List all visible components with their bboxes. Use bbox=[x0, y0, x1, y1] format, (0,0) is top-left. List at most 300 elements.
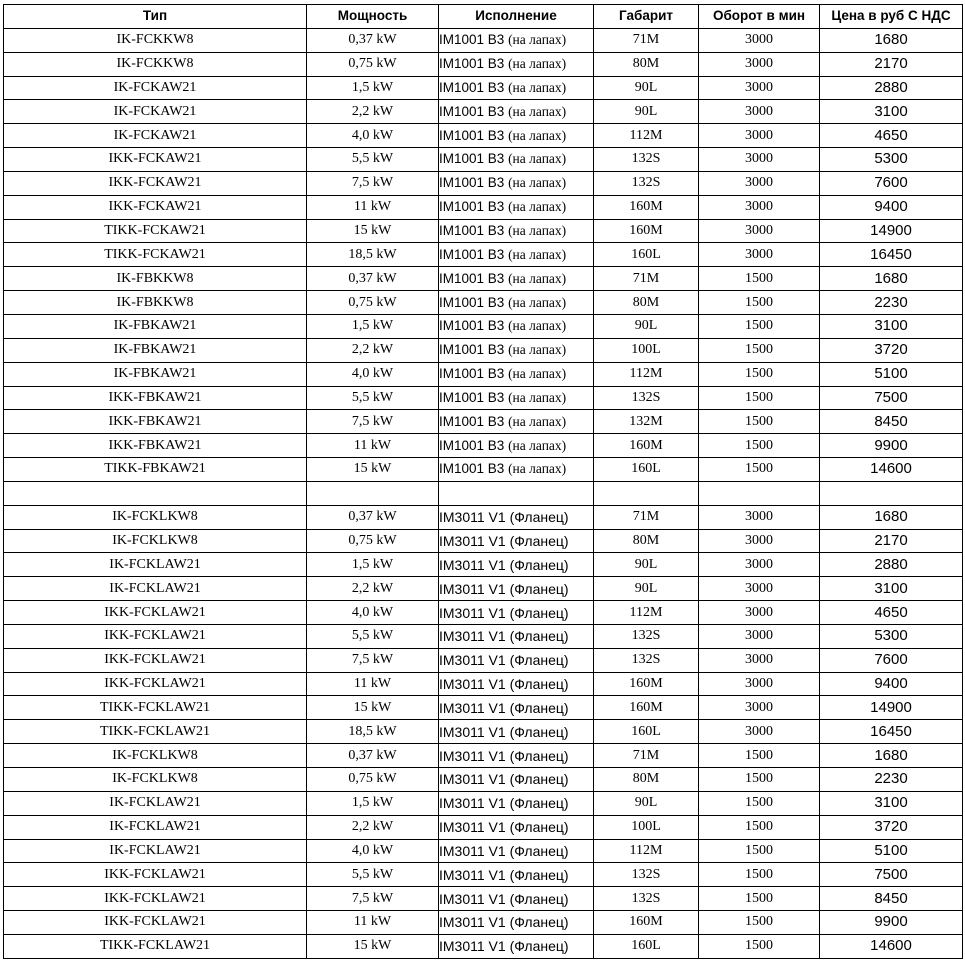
table-row bbox=[4, 314, 963, 338]
table-row bbox=[4, 791, 963, 815]
cell-rpm: 3000 bbox=[699, 171, 820, 195]
cell-frame: 160L bbox=[594, 458, 699, 482]
execution-code: IM3011 V1 bbox=[439, 914, 506, 931]
execution-code: IM1001 B3 bbox=[439, 389, 505, 405]
table-row bbox=[4, 934, 963, 958]
cell-frame: 100L bbox=[594, 338, 699, 362]
execution-code: IM3011 V1 bbox=[439, 652, 506, 669]
table-row bbox=[4, 458, 963, 482]
execution-code: IM1001 B3 bbox=[439, 56, 505, 72]
cell-price: 1680 bbox=[820, 28, 963, 52]
cell-frame: 80M bbox=[594, 529, 699, 553]
empty-cell bbox=[820, 481, 963, 505]
table-row bbox=[4, 338, 963, 362]
execution-note: (на лапах) bbox=[508, 437, 567, 453]
cell-price: 7600 bbox=[820, 171, 963, 195]
execution-note: (на лапах) bbox=[508, 56, 567, 72]
execution-note: (на лапах) bbox=[508, 342, 567, 358]
cell-frame: 100L bbox=[594, 815, 699, 839]
cell-price: 3720 bbox=[820, 338, 963, 362]
table-row bbox=[4, 648, 963, 672]
cell-execution bbox=[439, 171, 594, 195]
table-row bbox=[4, 672, 963, 696]
cell-rpm: 1500 bbox=[699, 458, 820, 482]
cell-type: IK-FCKLAW21 bbox=[4, 815, 307, 839]
cell-power: 5,5 kW bbox=[307, 863, 439, 887]
cell-power: 1,5 kW bbox=[307, 791, 439, 815]
cell-execution bbox=[439, 386, 594, 410]
cell-execution bbox=[439, 934, 594, 958]
cell-execution bbox=[439, 744, 594, 768]
table-row bbox=[4, 362, 963, 386]
cell-frame: 90L bbox=[594, 577, 699, 601]
cell-power: 11 kW bbox=[307, 195, 439, 219]
cell-type: IK-FCKLKW8 bbox=[4, 744, 307, 768]
execution-note: (на лапах) bbox=[508, 223, 567, 239]
cell-type: IK-FBKAW21 bbox=[4, 314, 307, 338]
execution-code: IM3011 V1 bbox=[439, 676, 506, 693]
cell-execution bbox=[439, 911, 594, 935]
cell-frame: 71M bbox=[594, 267, 699, 291]
cell-frame: 132M bbox=[594, 410, 699, 434]
cell-power: 0,37 kW bbox=[307, 28, 439, 52]
execution-code: IM3011 V1 bbox=[439, 795, 506, 812]
cell-price: 9400 bbox=[820, 195, 963, 219]
cell-frame: 112M bbox=[594, 124, 699, 148]
cell-type: TIKK-FCKAW21 bbox=[4, 219, 307, 243]
cell-price: 14900 bbox=[820, 696, 963, 720]
cell-type: IK-FBKAW21 bbox=[4, 338, 307, 362]
cell-price: 5300 bbox=[820, 624, 963, 648]
cell-rpm: 1500 bbox=[699, 815, 820, 839]
cell-execution bbox=[439, 458, 594, 482]
cell-rpm: 3000 bbox=[699, 529, 820, 553]
execution-code: IM3011 V1 bbox=[439, 604, 506, 621]
cell-power: 5,5 kW bbox=[307, 624, 439, 648]
cell-execution bbox=[439, 672, 594, 696]
spacer-row bbox=[4, 481, 963, 505]
header-execution: Исполнение bbox=[439, 5, 594, 29]
cell-frame: 112M bbox=[594, 362, 699, 386]
cell-execution bbox=[439, 553, 594, 577]
cell-frame: 160M bbox=[594, 672, 699, 696]
cell-rpm: 3000 bbox=[699, 219, 820, 243]
cell-power: 2,2 kW bbox=[307, 100, 439, 124]
execution-note: (на лапах) bbox=[508, 389, 567, 405]
execution-note: (Фланец) bbox=[509, 580, 569, 597]
cell-execution bbox=[439, 291, 594, 315]
execution-note: (на лапах) bbox=[508, 413, 567, 429]
execution-code: IM3011 V1 bbox=[439, 866, 506, 883]
cell-price: 8450 bbox=[820, 410, 963, 434]
cell-type: TIKK-FBKAW21 bbox=[4, 458, 307, 482]
empty-cell bbox=[307, 481, 439, 505]
execution-note: (на лапах) bbox=[508, 79, 567, 95]
cell-execution bbox=[439, 410, 594, 434]
execution-note: (Фланец) bbox=[509, 676, 569, 693]
cell-power: 7,5 kW bbox=[307, 171, 439, 195]
cell-frame: 132S bbox=[594, 863, 699, 887]
cell-execution bbox=[439, 624, 594, 648]
cell-power: 2,2 kW bbox=[307, 338, 439, 362]
cell-price: 14900 bbox=[820, 219, 963, 243]
empty-cell bbox=[594, 481, 699, 505]
cell-frame: 160M bbox=[594, 195, 699, 219]
cell-power: 11 kW bbox=[307, 434, 439, 458]
cell-type: IKK-FBKAW21 bbox=[4, 434, 307, 458]
execution-code: IM1001 B3 bbox=[439, 318, 505, 334]
table-row bbox=[4, 291, 963, 315]
cell-price: 9400 bbox=[820, 672, 963, 696]
cell-type: IKK-FCKLAW21 bbox=[4, 911, 307, 935]
cell-frame: 132S bbox=[594, 386, 699, 410]
execution-code: IM1001 B3 bbox=[439, 223, 505, 239]
cell-type: IK-FCKLAW21 bbox=[4, 553, 307, 577]
cell-rpm: 3000 bbox=[699, 76, 820, 100]
cell-type: TIKK-FCKAW21 bbox=[4, 243, 307, 267]
cell-price: 3100 bbox=[820, 314, 963, 338]
header-power: Мощность bbox=[307, 5, 439, 29]
execution-code: IM1001 B3 bbox=[439, 246, 505, 262]
cell-execution bbox=[439, 148, 594, 172]
cell-price: 1680 bbox=[820, 505, 963, 529]
cell-price: 3100 bbox=[820, 577, 963, 601]
cell-rpm: 1500 bbox=[699, 934, 820, 958]
cell-power: 15 kW bbox=[307, 219, 439, 243]
execution-note: (на лапах) bbox=[508, 318, 567, 334]
table-row bbox=[4, 28, 963, 52]
execution-code: IM1001 B3 bbox=[439, 79, 505, 95]
cell-frame: 80M bbox=[594, 52, 699, 76]
cell-price: 16450 bbox=[820, 243, 963, 267]
cell-frame: 160M bbox=[594, 696, 699, 720]
execution-note: (на лапах) bbox=[508, 103, 567, 119]
cell-frame: 132S bbox=[594, 648, 699, 672]
cell-price: 9900 bbox=[820, 434, 963, 458]
cell-type: IK-FCKLKW8 bbox=[4, 529, 307, 553]
cell-power: 11 kW bbox=[307, 911, 439, 935]
cell-power: 7,5 kW bbox=[307, 648, 439, 672]
cell-rpm: 1500 bbox=[699, 362, 820, 386]
execution-code: IM1001 B3 bbox=[439, 294, 505, 310]
cell-execution bbox=[439, 219, 594, 243]
cell-power: 0,75 kW bbox=[307, 768, 439, 792]
cell-rpm: 3000 bbox=[699, 28, 820, 52]
table-row bbox=[4, 386, 963, 410]
cell-type: IKK-FCKLAW21 bbox=[4, 672, 307, 696]
cell-price: 7500 bbox=[820, 386, 963, 410]
cell-rpm: 1500 bbox=[699, 768, 820, 792]
cell-rpm: 3000 bbox=[699, 148, 820, 172]
cell-execution bbox=[439, 720, 594, 744]
cell-execution bbox=[439, 887, 594, 911]
table-row bbox=[4, 195, 963, 219]
table-row bbox=[4, 171, 963, 195]
cell-type: IKK-FCKAW21 bbox=[4, 171, 307, 195]
execution-code: IM3011 V1 bbox=[439, 938, 506, 955]
cell-execution bbox=[439, 768, 594, 792]
cell-type: IKK-FCKLAW21 bbox=[4, 648, 307, 672]
cell-power: 5,5 kW bbox=[307, 386, 439, 410]
cell-power: 15 kW bbox=[307, 696, 439, 720]
cell-power: 0,37 kW bbox=[307, 505, 439, 529]
cell-price: 2880 bbox=[820, 76, 963, 100]
cell-frame: 112M bbox=[594, 601, 699, 625]
cell-price: 7500 bbox=[820, 863, 963, 887]
cell-power: 0,75 kW bbox=[307, 52, 439, 76]
execution-note: (Фланец) bbox=[509, 699, 569, 716]
cell-price: 4650 bbox=[820, 124, 963, 148]
table-row bbox=[4, 243, 963, 267]
cell-type: IK-FBKAW21 bbox=[4, 362, 307, 386]
execution-code: IM3011 V1 bbox=[439, 842, 506, 859]
execution-code: IM3011 V1 bbox=[439, 532, 506, 549]
header-type: Тип bbox=[4, 5, 307, 29]
table-row bbox=[4, 624, 963, 648]
cell-execution bbox=[439, 434, 594, 458]
cell-price: 5100 bbox=[820, 362, 963, 386]
cell-type: IKK-FCKAW21 bbox=[4, 195, 307, 219]
cell-frame: 132S bbox=[594, 171, 699, 195]
cell-rpm: 1500 bbox=[699, 744, 820, 768]
cell-price: 1680 bbox=[820, 267, 963, 291]
cell-rpm: 3000 bbox=[699, 100, 820, 124]
execution-code: IM3011 V1 bbox=[439, 580, 506, 597]
table-row bbox=[4, 577, 963, 601]
table-row bbox=[4, 267, 963, 291]
execution-code: IM1001 B3 bbox=[439, 342, 505, 358]
motor-price-table bbox=[3, 4, 963, 959]
cell-power: 4,0 kW bbox=[307, 839, 439, 863]
execution-note: (на лапах) bbox=[508, 151, 567, 167]
table-row bbox=[4, 768, 963, 792]
cell-rpm: 3000 bbox=[699, 243, 820, 267]
cell-power: 0,75 kW bbox=[307, 529, 439, 553]
cell-type: IK-FCKAW21 bbox=[4, 76, 307, 100]
cell-type: IKK-FCKLAW21 bbox=[4, 624, 307, 648]
cell-execution bbox=[439, 577, 594, 601]
execution-code: IM1001 B3 bbox=[439, 175, 505, 191]
header-price: Цена в руб С НДС bbox=[820, 5, 963, 29]
cell-type: IK-FCKLAW21 bbox=[4, 791, 307, 815]
cell-frame: 71M bbox=[594, 505, 699, 529]
cell-frame: 160L bbox=[594, 934, 699, 958]
execution-note: (Фланец) bbox=[509, 509, 569, 526]
table-row bbox=[4, 148, 963, 172]
cell-rpm: 1500 bbox=[699, 291, 820, 315]
cell-rpm: 1500 bbox=[699, 410, 820, 434]
cell-price: 5100 bbox=[820, 839, 963, 863]
cell-power: 7,5 kW bbox=[307, 410, 439, 434]
cell-frame: 90L bbox=[594, 76, 699, 100]
cell-execution bbox=[439, 505, 594, 529]
cell-power: 15 kW bbox=[307, 934, 439, 958]
cell-rpm: 1500 bbox=[699, 887, 820, 911]
header-row bbox=[4, 5, 963, 29]
cell-power: 0,37 kW bbox=[307, 267, 439, 291]
cell-execution bbox=[439, 52, 594, 76]
cell-price: 2170 bbox=[820, 52, 963, 76]
cell-frame: 90L bbox=[594, 553, 699, 577]
execution-note: (Фланец) bbox=[509, 914, 569, 931]
execution-note: (Фланец) bbox=[509, 532, 569, 549]
table-row bbox=[4, 601, 963, 625]
cell-type: IK-FBKKW8 bbox=[4, 291, 307, 315]
cell-frame: 160M bbox=[594, 911, 699, 935]
cell-rpm: 3000 bbox=[699, 505, 820, 529]
execution-note: (Фланец) bbox=[509, 652, 569, 669]
execution-code: IM3011 V1 bbox=[439, 819, 506, 836]
cell-frame: 132S bbox=[594, 887, 699, 911]
cell-type: IKK-FBKAW21 bbox=[4, 386, 307, 410]
cell-power: 0,75 kW bbox=[307, 291, 439, 315]
execution-note: (на лапах) bbox=[508, 270, 567, 286]
execution-code: IM3011 V1 bbox=[439, 723, 506, 740]
cell-rpm: 3000 bbox=[699, 601, 820, 625]
table-row bbox=[4, 434, 963, 458]
cell-power: 18,5 kW bbox=[307, 720, 439, 744]
cell-price: 2880 bbox=[820, 553, 963, 577]
cell-power: 0,37 kW bbox=[307, 744, 439, 768]
cell-price: 14600 bbox=[820, 458, 963, 482]
cell-rpm: 3000 bbox=[699, 577, 820, 601]
cell-power: 15 kW bbox=[307, 458, 439, 482]
cell-execution bbox=[439, 243, 594, 267]
cell-price: 3100 bbox=[820, 791, 963, 815]
execution-code: IM3011 V1 bbox=[439, 628, 506, 645]
cell-power: 5,5 kW bbox=[307, 148, 439, 172]
cell-rpm: 1500 bbox=[699, 267, 820, 291]
cell-frame: 160L bbox=[594, 243, 699, 267]
execution-note: (Фланец) bbox=[509, 866, 569, 883]
cell-price: 3100 bbox=[820, 100, 963, 124]
cell-type: IK-FCKLAW21 bbox=[4, 839, 307, 863]
cell-power: 4,0 kW bbox=[307, 124, 439, 148]
cell-rpm: 1500 bbox=[699, 386, 820, 410]
cell-price: 7600 bbox=[820, 648, 963, 672]
execution-code: IM1001 B3 bbox=[439, 127, 505, 143]
cell-rpm: 1500 bbox=[699, 863, 820, 887]
cell-type: TIKK-FCKLAW21 bbox=[4, 720, 307, 744]
cell-rpm: 1500 bbox=[699, 338, 820, 362]
execution-note: (Фланец) bbox=[509, 819, 569, 836]
execution-code: IM3011 V1 bbox=[439, 509, 506, 526]
cell-price: 4650 bbox=[820, 601, 963, 625]
execution-code: IM1001 B3 bbox=[439, 413, 505, 429]
cell-type: IKK-FCKLAW21 bbox=[4, 887, 307, 911]
cell-price: 2230 bbox=[820, 291, 963, 315]
execution-note: (Фланец) bbox=[509, 938, 569, 955]
execution-code: IM3011 V1 bbox=[439, 890, 506, 907]
table-row bbox=[4, 815, 963, 839]
cell-type: IK-FCKKW8 bbox=[4, 52, 307, 76]
cell-execution bbox=[439, 863, 594, 887]
execution-note: (на лапах) bbox=[508, 294, 567, 310]
table-row bbox=[4, 76, 963, 100]
cell-frame: 90L bbox=[594, 100, 699, 124]
cell-rpm: 3000 bbox=[699, 624, 820, 648]
execution-note: (Фланец) bbox=[509, 795, 569, 812]
cell-execution bbox=[439, 195, 594, 219]
table-row bbox=[4, 100, 963, 124]
cell-rpm: 3000 bbox=[699, 648, 820, 672]
table-row bbox=[4, 529, 963, 553]
cell-type: IKK-FCKAW21 bbox=[4, 148, 307, 172]
cell-price: 3720 bbox=[820, 815, 963, 839]
cell-frame: 71M bbox=[594, 744, 699, 768]
cell-power: 4,0 kW bbox=[307, 362, 439, 386]
cell-rpm: 1500 bbox=[699, 434, 820, 458]
cell-execution bbox=[439, 529, 594, 553]
execution-code: IM1001 B3 bbox=[439, 437, 505, 453]
header-rpm: Оборот в мин bbox=[699, 5, 820, 29]
execution-code: IM1001 B3 bbox=[439, 270, 505, 286]
table-body bbox=[4, 28, 963, 958]
cell-type: IKK-FCKLAW21 bbox=[4, 601, 307, 625]
cell-type: IKK-FCKLAW21 bbox=[4, 863, 307, 887]
cell-type: TIKK-FCKLAW21 bbox=[4, 696, 307, 720]
cell-power: 2,2 kW bbox=[307, 815, 439, 839]
table-row bbox=[4, 553, 963, 577]
cell-rpm: 3000 bbox=[699, 52, 820, 76]
cell-type: IK-FCKKW8 bbox=[4, 28, 307, 52]
cell-power: 1,5 kW bbox=[307, 553, 439, 577]
cell-power: 18,5 kW bbox=[307, 243, 439, 267]
cell-power: 4,0 kW bbox=[307, 601, 439, 625]
cell-power: 2,2 kW bbox=[307, 577, 439, 601]
cell-price: 8450 bbox=[820, 887, 963, 911]
empty-cell bbox=[439, 481, 594, 505]
cell-execution bbox=[439, 791, 594, 815]
execution-code: IM1001 B3 bbox=[439, 199, 505, 215]
table-row bbox=[4, 505, 963, 529]
cell-rpm: 3000 bbox=[699, 720, 820, 744]
cell-frame: 160L bbox=[594, 720, 699, 744]
header-frame: Габарит bbox=[594, 5, 699, 29]
cell-frame: 132S bbox=[594, 624, 699, 648]
execution-note: (на лапах) bbox=[508, 461, 567, 477]
execution-code: IM3011 V1 bbox=[439, 771, 506, 788]
cell-type: IKK-FBKAW21 bbox=[4, 410, 307, 434]
cell-price: 16450 bbox=[820, 720, 963, 744]
table-row bbox=[4, 52, 963, 76]
cell-price: 14600 bbox=[820, 934, 963, 958]
cell-rpm: 3000 bbox=[699, 672, 820, 696]
cell-execution bbox=[439, 124, 594, 148]
cell-price: 2170 bbox=[820, 529, 963, 553]
cell-frame: 132S bbox=[594, 148, 699, 172]
cell-rpm: 3000 bbox=[699, 553, 820, 577]
cell-execution bbox=[439, 601, 594, 625]
cell-frame: 160M bbox=[594, 434, 699, 458]
execution-note: (на лапах) bbox=[508, 199, 567, 215]
execution-code: IM1001 B3 bbox=[439, 32, 505, 48]
cell-frame: 90L bbox=[594, 791, 699, 815]
execution-note: (Фланец) bbox=[509, 556, 569, 573]
cell-frame: 112M bbox=[594, 839, 699, 863]
execution-note: (Фланец) bbox=[509, 628, 569, 645]
cell-frame: 90L bbox=[594, 314, 699, 338]
cell-price: 9900 bbox=[820, 911, 963, 935]
cell-power: 1,5 kW bbox=[307, 76, 439, 100]
table-row bbox=[4, 124, 963, 148]
execution-note: (на лапах) bbox=[508, 175, 567, 191]
cell-rpm: 1500 bbox=[699, 314, 820, 338]
empty-cell bbox=[4, 481, 307, 505]
empty-cell bbox=[699, 481, 820, 505]
cell-type: IK-FCKLKW8 bbox=[4, 768, 307, 792]
cell-execution bbox=[439, 648, 594, 672]
